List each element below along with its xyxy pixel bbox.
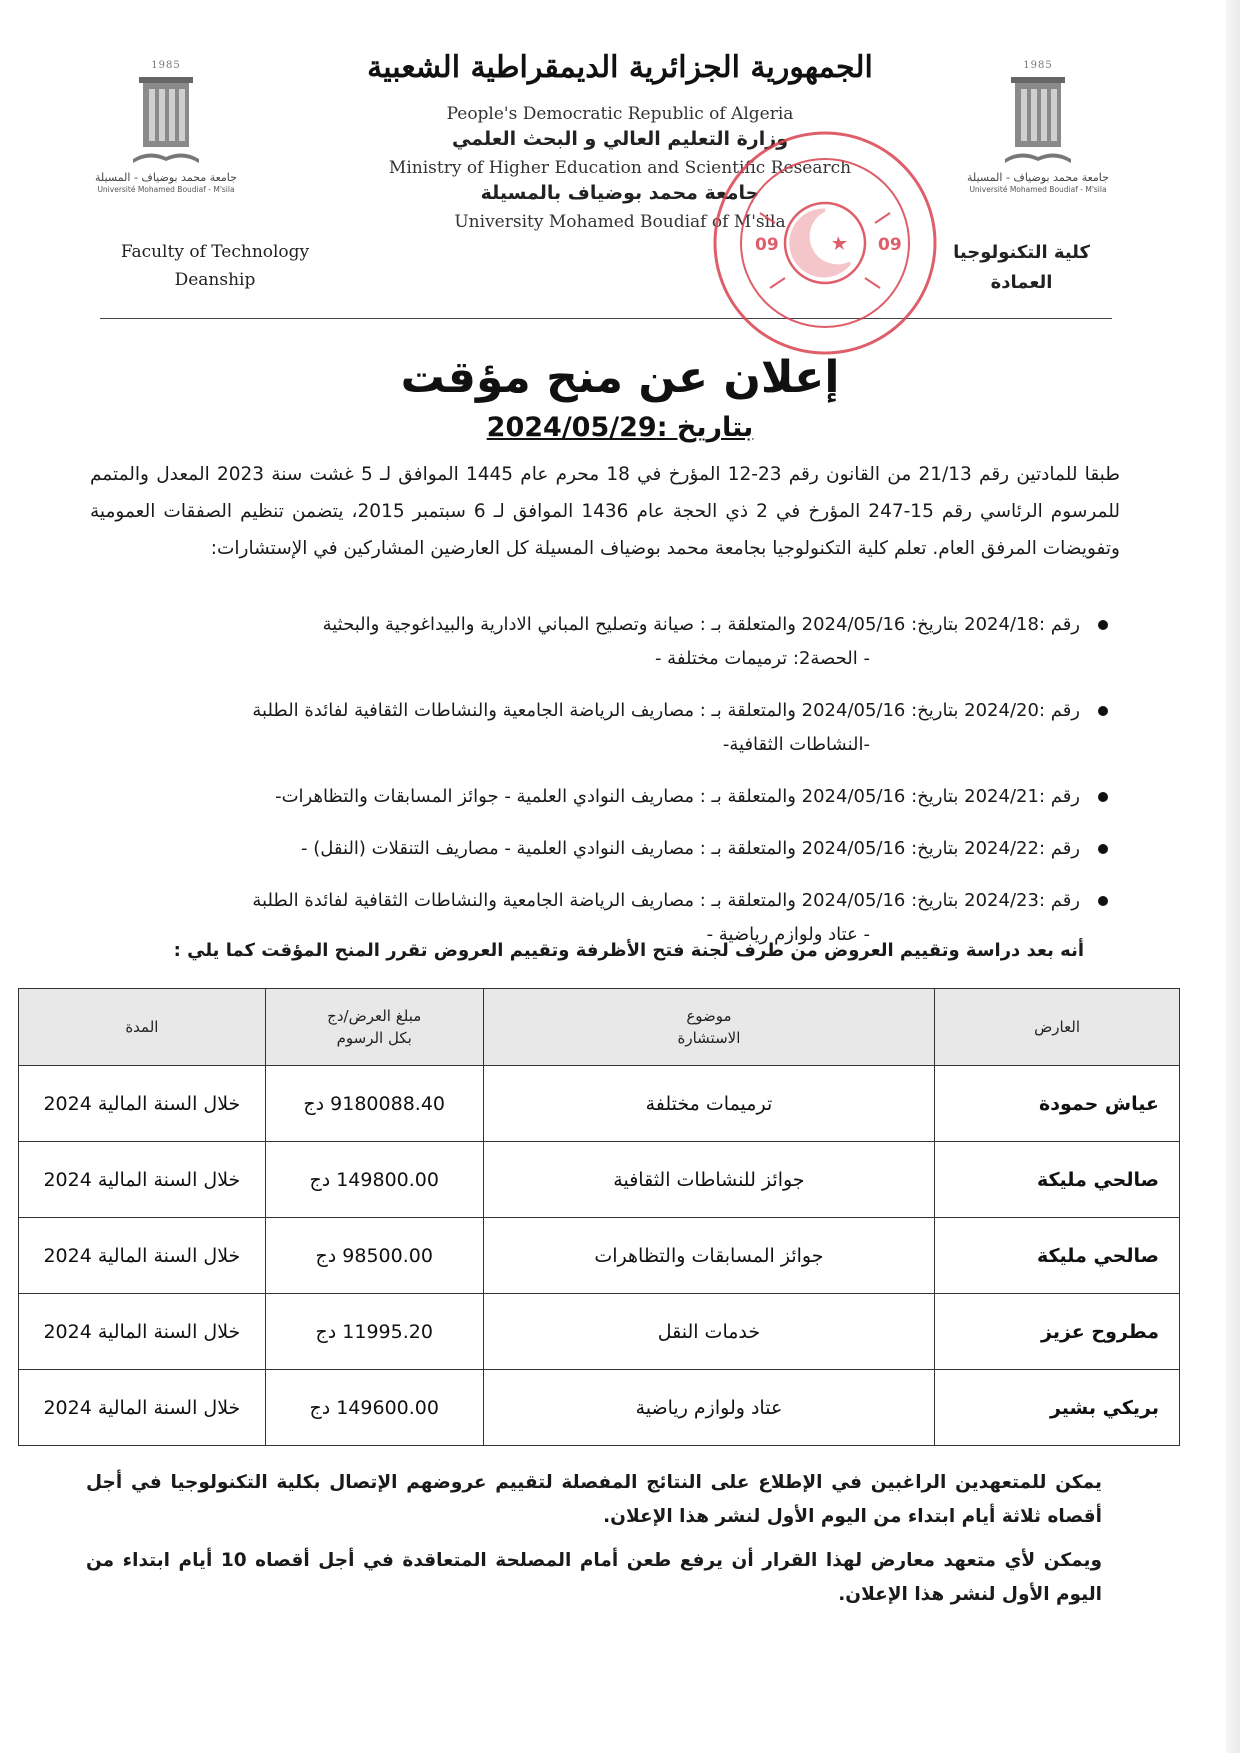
table-row bbox=[19, 1142, 1180, 1218]
cell-duration: خلال السنة المالية 2024 bbox=[19, 1218, 266, 1294]
announcement-title: إعلان عن منح مؤقت bbox=[400, 352, 840, 403]
university-logo-left bbox=[86, 60, 246, 194]
cell-subject: خدمات النقل bbox=[483, 1294, 935, 1370]
header-divider bbox=[100, 318, 1112, 319]
list-item: رقم :2024/22 بتاريخ: 2024/05/16 والمتعلقة بـ : مصاريف النوادي العلمية - مصاريف التنقلات (النقل) - bbox=[130, 832, 1080, 866]
table-row bbox=[19, 1294, 1180, 1370]
list-item: رقم :2024/21 بتاريخ: 2024/05/16 والمتعلقة بـ : مصاريف النوادي العلمية - جوائز المسابقات والتظاهرات- bbox=[130, 780, 1080, 814]
logo-name-fr: Université Mohamed Boudiaf - M'sila bbox=[969, 185, 1107, 194]
cell-amount: 9180088.40 دج bbox=[265, 1066, 483, 1142]
ministry-name-ar: وزارة التعليم العالي و البحث العلمي bbox=[452, 128, 788, 150]
cell-subject: عتاد ولوازم رياضية bbox=[483, 1370, 935, 1446]
cell-subject: ترميمات مختلفة bbox=[483, 1066, 935, 1142]
logo-name-fr: Université Mohamed Boudiaf - M'sila bbox=[97, 185, 235, 194]
cell-subject: جوائز للنشاطات الثقافية bbox=[483, 1142, 935, 1218]
republic-name-ar: الجمهورية الجزائرية الديمقراطية الشعبية bbox=[367, 50, 873, 85]
faculty-name-en: Faculty of Technology bbox=[120, 242, 310, 262]
university-name-ar: جامعة محمد بوضياف بالمسيلة bbox=[480, 182, 760, 204]
deanship-en: Deanship bbox=[174, 270, 256, 290]
cell-duration: خلال السنة المالية 2024 bbox=[19, 1370, 266, 1446]
cell-duration: خلال السنة المالية 2024 bbox=[19, 1066, 266, 1142]
logo-name-ar: جامعة محمد بوضياف - المسيلة bbox=[967, 171, 1109, 184]
faculty-block-ar bbox=[953, 238, 1090, 298]
republic-name-en: People's Democratic Republic of Algeria bbox=[446, 104, 794, 124]
table-header-row bbox=[19, 989, 1180, 1066]
cell-duration: خلال السنة المالية 2024 bbox=[19, 1294, 266, 1370]
footer-notice bbox=[86, 1466, 1102, 1622]
stamp-number: 09 bbox=[878, 235, 902, 255]
announcement-date: بتاريخ :2024/05/29 bbox=[486, 412, 754, 443]
results-consultation-notice: يمكن للمتعهدين الراغبين في الإطلاع على النتائج المفصلة لتقييم عروضهم الإتصال بكلية التكنولوجيا في أجل أقصاه ثلاثة أيام ابتداء من اليوم الأول لنشر هذا الإعلان. bbox=[86, 1472, 1102, 1527]
faculty-name-ar: كلية التكنولوجيا bbox=[953, 242, 1090, 263]
appeal-notice: ويمكن لأي متعهد معارض لهذا القرار أن يرفع طعن أمام المصلحة المتعاقدة في أجل أقصاه 10 أيام ابتداء من اليوم الأول لنشر هذا الإعلان. bbox=[86, 1550, 1102, 1605]
header-subject: موضوع الاستشارة bbox=[483, 989, 935, 1066]
cell-amount: 11995.20 دج bbox=[265, 1294, 483, 1370]
scan-edge bbox=[1226, 0, 1240, 1753]
cell-amount: 98500.00 دج bbox=[265, 1218, 483, 1294]
list-item: رقم :2024/18 بتاريخ: 2024/05/16 والمتعلقة بـ : صيانة وتصليح المباني الادارية والبيداغوجية والبحثية - الحصة2: ترميمات مختلفة - bbox=[130, 608, 1080, 676]
stamp-number: 09 bbox=[755, 235, 779, 255]
cell-bidder: صالحي مليكة bbox=[935, 1218, 1180, 1294]
header-bidder: العارض bbox=[935, 989, 1180, 1066]
provisional-award-table bbox=[18, 988, 1180, 1446]
header-amount: مبلغ العرض/دج بكل الرسوم bbox=[265, 989, 483, 1066]
table-row bbox=[19, 1066, 1180, 1142]
list-item: رقم :2024/20 بتاريخ: 2024/05/16 والمتعلقة بـ : مصاريف الرياضة الجامعية والنشاطات الثقافية لفائدة الطلبة -النشاطات الثقافية- bbox=[130, 694, 1080, 762]
cell-bidder: صالحي مليكة bbox=[935, 1142, 1180, 1218]
list-item: رقم :2024/23 بتاريخ: 2024/05/16 والمتعلقة بـ : مصاريف الرياضة الجامعية والنشاطات الثقافية لفائدة الطلبة - عتاد ولوازم رياضية - bbox=[130, 884, 1080, 952]
university-building-icon bbox=[131, 73, 201, 169]
ministry-name-en: Ministry of Higher Education and Scientific Research bbox=[388, 158, 852, 178]
cell-amount: 149600.00 دج bbox=[265, 1370, 483, 1446]
deanship-ar: العمادة bbox=[990, 272, 1053, 293]
cell-subject: جوائز المسابقات والتظاهرات bbox=[483, 1218, 935, 1294]
legal-preamble: طبقا للمادتين رقم 21/13 من القانون رقم 23-12 المؤرخ في 18 محرم عام 1445 الموافق لـ 5 غشت سنة 2023 المعدل والمتمم للمرسوم الرئاسي رقم 15-247 المؤرخ في 2 ذي الحجة عام 1436 الموافق لـ 6 سبتمبر 2015، يتضمن تنظيم الصفقات العمومية وتفويضات المرفق العام. تعلم كلية التكنولوجيا بجامعة محمد بوضياف المسيلة كل العارضين المشاركين في الإستشارات: bbox=[90, 464, 1120, 559]
table-row bbox=[19, 1370, 1180, 1446]
cell-bidder: مطروح عزيز bbox=[935, 1294, 1180, 1370]
cell-amount: 149800.00 دج bbox=[265, 1142, 483, 1218]
logo-year: 1985 bbox=[1023, 60, 1053, 71]
table-intro: أنه بعد دراسة وتقييم العروض من طرف لجنة فتح الأظرفة وتقييم العروض تقرر المنح المؤقت كما يلي : bbox=[173, 940, 1084, 961]
university-building-icon bbox=[1003, 73, 1073, 169]
cell-bidder: بريكي بشير bbox=[935, 1370, 1180, 1446]
university-name-en: University Mohamed Boudiaf of M'sila bbox=[454, 212, 786, 232]
consultation-list bbox=[130, 608, 1108, 970]
faculty-block-en bbox=[110, 238, 320, 294]
university-logo-right bbox=[958, 60, 1118, 194]
cell-bidder: عياش حمودة bbox=[935, 1066, 1180, 1142]
official-stamp bbox=[700, 118, 950, 368]
table-row bbox=[19, 1218, 1180, 1294]
cell-duration: خلال السنة المالية 2024 bbox=[19, 1142, 266, 1218]
logo-name-ar: جامعة محمد بوضياف - المسيلة bbox=[95, 171, 237, 184]
logo-year: 1985 bbox=[151, 60, 181, 71]
header-duration: المدة bbox=[19, 989, 266, 1066]
